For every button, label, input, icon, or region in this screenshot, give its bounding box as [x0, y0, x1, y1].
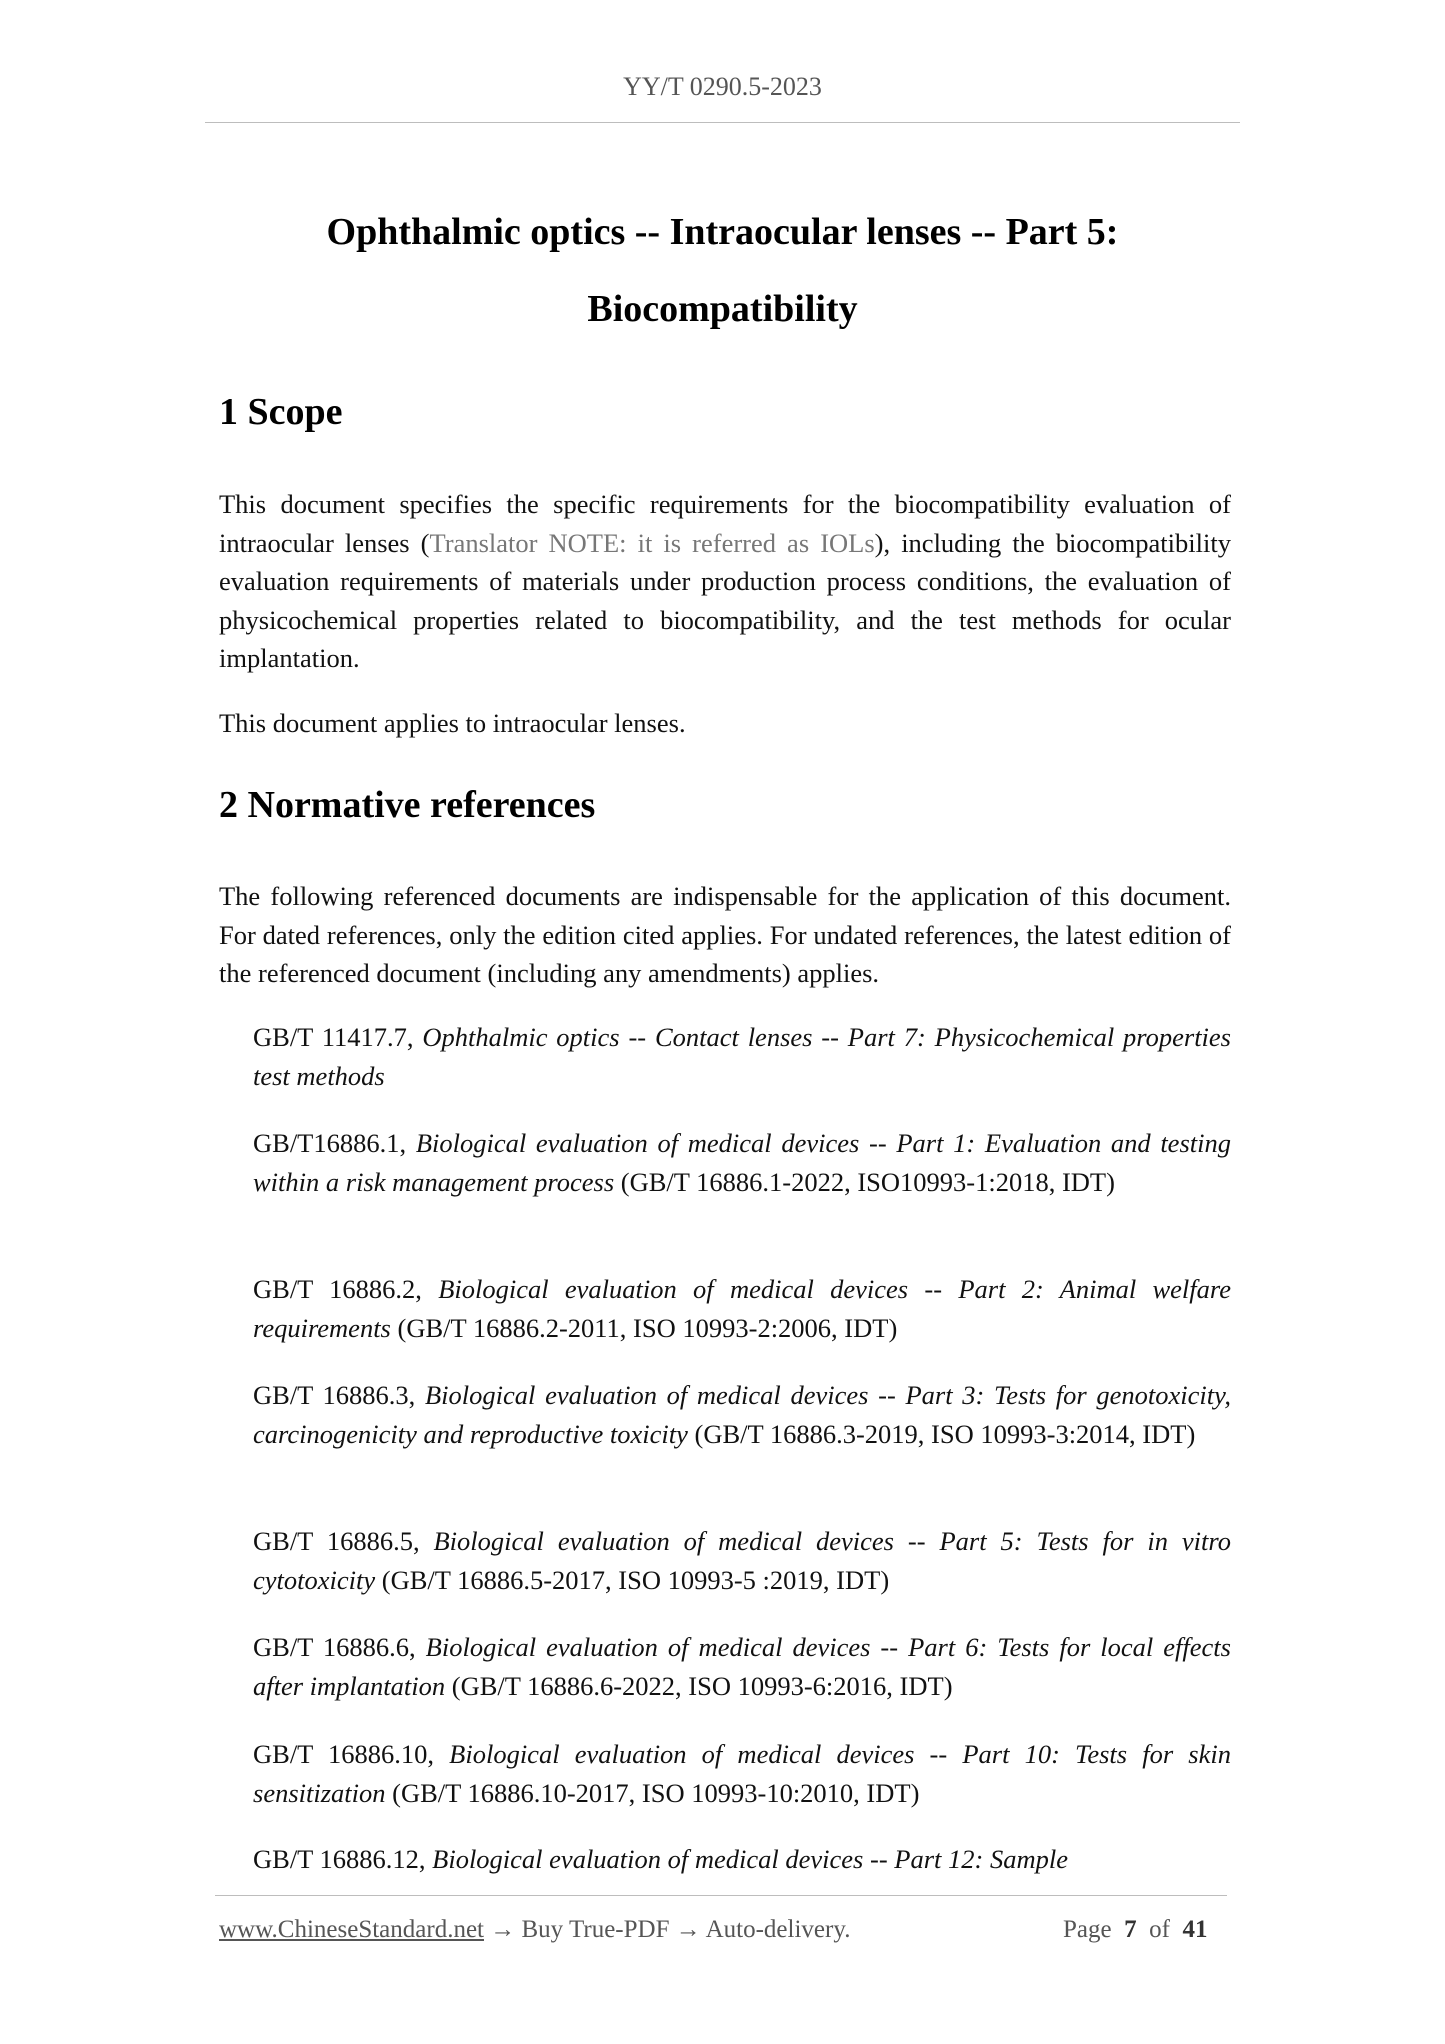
arrow-right-icon: → [675, 1916, 701, 1943]
ref-code: GB/T 16886.12, [253, 1844, 433, 1874]
ref-title: Biological evaluation of medical devices -- Part 10: Tests for skin sensitization [253, 1739, 1231, 1808]
title-line-2: Biocompatibility [587, 288, 858, 330]
ref-code: GB/T 16886.2, [253, 1274, 439, 1304]
scope-p1-text-b: ), including the biocompatibility evaluation requirements of materials under production process conditions, the evaluation of physicochemical properties related to biocompatibility, and the test methods for ocular implantation. [219, 527, 1231, 673]
ref-title: Biological evaluation of medical devices -- Part 6: Tests for local effects after implantation [253, 1632, 1231, 1701]
page-indicator [1063, 1916, 1207, 1944]
section-heading-normative-references: 2 Normative references [219, 784, 596, 826]
ref-title: Biological evaluation of medical devices -- Part 3: Tests for genotoxicity, carcinogenicity and reproductive toxicity [253, 1380, 1231, 1449]
site-link[interactable]: www.ChineseStandard.net [219, 1916, 484, 1943]
normative-intro-paragraph: The following referenced documents are indispensable for the application of this document. For dated references, only the edition cited applies. For undated references, the latest edition of the referenced document (including any amendments) applies. [219, 881, 1231, 988]
ref-suffix: (GB/T 16886.6-2022, ISO 10993-6:2016, IDT) [445, 1670, 953, 1701]
reference-item [253, 1840, 1231, 1879]
reference-item [253, 1124, 1231, 1201]
scope-p1-text-a: This document specifies the specific requirements for the biocompatibility evaluation of intraocular lenses ( [219, 489, 1231, 558]
of-label: of [1149, 1916, 1170, 1943]
ref-title: Biological evaluation of medical devices -- Part 2: Animal welfare requirements [253, 1274, 1231, 1343]
page-number: 7 [1124, 1916, 1137, 1943]
ref-code: GB/T 16886.6, [253, 1632, 426, 1662]
reference-item [253, 1270, 1231, 1347]
footer-divider [215, 1895, 1227, 1896]
buy-true-pdf-link: Buy True-PDF [521, 1916, 670, 1943]
ref-code: GB/T 16886.5, [253, 1526, 434, 1556]
reference-item [253, 1522, 1231, 1599]
ref-code: GB/T 11417.7, [253, 1022, 423, 1052]
total-pages: 41 [1182, 1916, 1208, 1943]
ref-title: Biological evaluation of medical devices -- Part 12: Sample [432, 1844, 1068, 1874]
ref-code: GB/T16886.1, [253, 1128, 416, 1158]
reference-item [253, 1628, 1231, 1705]
reference-item [253, 1376, 1231, 1453]
ref-title: Biological evaluation of medical devices -- Part 5: Tests for in vitro cytotoxicity [253, 1526, 1231, 1595]
page-label: Page [1063, 1916, 1112, 1943]
scope-paragraph-2: This document applies to intraocular lenses. [219, 708, 686, 738]
arrow-right-icon: → [490, 1916, 516, 1943]
auto-delivery-text: Auto-delivery. [705, 1916, 851, 1943]
ref-code: GB/T 16886.3, [253, 1380, 425, 1410]
translator-note: Translator NOTE: it is referred as IOLs [429, 527, 875, 558]
ref-code: GB/T 16886.10, [253, 1739, 450, 1769]
reference-item [253, 1735, 1231, 1812]
section-heading-scope: 1 Scope [219, 391, 343, 433]
ref-title: Ophthalmic optics -- Contact lenses -- Part 7: Physicochemical properties test methods [253, 1022, 1231, 1091]
ref-suffix: (GB/T 16886.3-2019, ISO 10993-3:2014, IDT) [687, 1418, 1196, 1449]
ref-suffix: (GB/T 16886.10-2017, ISO 10993-10:2010, IDT) [385, 1777, 920, 1808]
scope-paragraph-1 [219, 485, 1231, 678]
ref-suffix: (GB/T 16886.5-2017, ISO 10993-5 :2019, IDT) [375, 1564, 890, 1595]
ref-suffix: (GB/T 16886.2-2011, ISO 10993-2:2006, IDT) [390, 1312, 898, 1343]
reference-item [253, 1018, 1231, 1095]
ref-title: Biological evaluation of medical devices -- Part 1: Evaluation and testing within a risk management process [253, 1128, 1231, 1197]
footer-links [219, 1916, 850, 1944]
header-doc-code: YY/T 0290.5-2023 [623, 72, 822, 101]
header-divider [205, 122, 1240, 123]
ref-suffix: (GB/T 16886.1-2022, ISO10993-1:2018, IDT) [614, 1166, 1115, 1197]
title-line-1: Ophthalmic optics -- Intraocular lenses -- Part 5: [326, 211, 1119, 253]
